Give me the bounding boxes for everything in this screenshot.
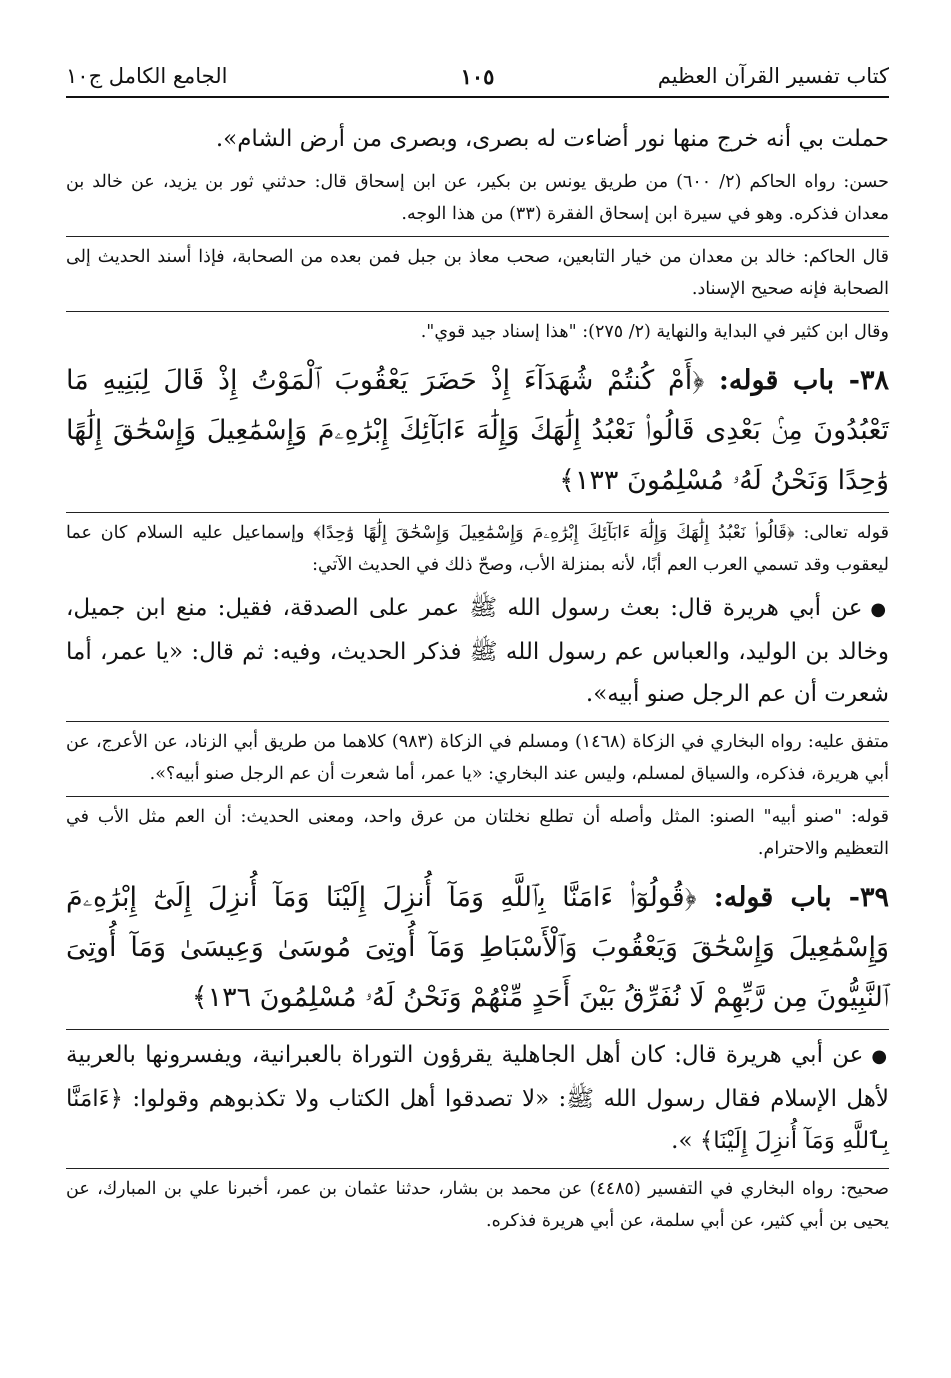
running-header [66,58,889,98]
footnote-sinw-abihi: قوله: "صنو أبيه" الصنو: المثل وأصله أن تطلع نخلتان من عرق واحد، ومعنى الحديث: أن العم مثل الأب في التعظيم والاحترام. [66,796,889,865]
footnote-ibn-kathir: وقال ابن كثير في البداية والنهاية (٢/ ٢٧٥): "هذا إسناد جيد قوي". [66,311,889,348]
chapter-39-verse: ﴿قُولُوٓا۟ ءَامَنَّا بِٱللَّهِ وَمَآ أُنزِلَ إِلَيْنَا وَمَآ أُنزِلَ إِلَىٰٓ إِبْرَٰهِۦمَ وَإِسْمَٰعِيلَ وَإِسْحَٰقَ وَيَعْقُوبَ وَٱلْأَسْبَاطِ وَمَآ أُوتِىَ مُوسَىٰ وَعِيسَىٰ وَمَآ أُوتِىَ ٱلنَّبِيُّونَ مِن رَّبِّهِمْ لَا نُفَرِّقُ بَيْنَ أَحَدٍ مِّنْهُمْ وَنَحْنُ لَهُۥ مُسْلِمُونَ ١٣٦﴾ [66,882,889,1013]
hadith-continuation: حملت بي أنه خرج منها نور أضاءت له بصرى، وبصرى من أرض الشام». [215,126,889,152]
hadith-text: عن أبي هريرة قال: بعث رسول الله ﷺ عمر على الصدقة، فقيل: منع ابن جميل، وخالد بن الوليد، والعباس عم رسول الله ﷺ فذكر الحديث، وفيه: ثم قال: «يا عمر، أما شعرت أن عم الرجل صنو أبيه». [66,595,889,707]
chapter-39-label: ٣٩- باب قوله: [713,882,889,913]
commentary-verse-38: قوله تعالى: ﴿قَالُوا۟ نَعْبُدُ إِلَٰهَكَ وَإِلَٰهَ ءَابَآئِكَ إِبْرَٰهِۦمَ وَإِسْمَٰعِيلَ وَإِسْحَٰقَ إِلَٰهًا وَٰحِدًا﴾ وإسماعيل عليه السلام كان عما ليعقوب وقد تسمي العرب العم أبًا، لأنه بمنزلة الأب، وصحّ ذلك في الحديث الآتي: [66,512,889,581]
bullet-icon: ● [871,1046,889,1067]
hadith-abu-hurayra-1 [66,587,889,715]
footnote-sahih: صحيح: رواه البخاري في التفسير (٤٤٨٥) عن محمد بن بشار، حدثنا عثمان بن عمر، أخبرنا علي بن المبارك، عن يحيى بن أبي كثير، عن أبي سلمة، عن أبي هريرة فذكره. [66,1168,889,1237]
bullet-icon: ● [870,599,889,620]
footnote-hasan: حسن: رواه الحاكم (٢/ ٦٠٠) من طريق يونس بن بكير، عن ابن إسحاق قال: حدثني ثور بن يزيد، عن خالد بن معدان فذكره. وهو في سيرة ابن إسحاق الفقرة (٣٣) من هذا الوجه. [66,172,889,224]
chapter-39-heading [66,873,889,1023]
chapter-38-heading [66,356,889,506]
page-number: ١٠٥ [460,64,495,89]
hadith-text: عن أبي هريرة قال: كان أهل الجاهلية يقرؤون التوراة بالعبرانية، ويفسرونها بالعربية لأهل الإسلام فقال رسول الله ﷺ: «لا تصدقوا أهل الكتاب ولا تكذبوهم وقولوا: ﴿ءَامَنَّا بِٱللَّهِ وَمَآ أُنزِلَ إِلَيْنَا﴾ ». [66,1042,889,1154]
volume-label: الجامع الكامل ج١٠ [66,64,228,88]
chapter-38-label: ٣٨- باب قوله: [718,365,889,396]
chapter-38-verse: ﴿أَمْ كُنتُمْ شُهَدَآءَ إِذْ حَضَرَ يَعْقُوبَ ٱلْمَوْتُ إِذْ قَالَ لِبَنِيهِ مَا تَعْبُدُونَ مِنۢ بَعْدِى قَالُوا۟ نَعْبُدُ إِلَٰهَكَ وَإِلَٰهَ ءَابَآئِكَ إِبْرَٰهِۦمَ وَإِسْمَٰعِيلَ وَإِسْحَٰقَ إِلَٰهًا وَٰحِدًا وَنَحْنُ لَهُۥ مُسْلِمُونَ ١٣٣﴾ [66,365,889,496]
hadith-abu-hurayra-2 [66,1029,889,1162]
footnote-hakim: قال الحاكم: خالد بن معدان من خيار التابعين، صحب معاذ بن جبل فمن بعده من الصحابة، فإذا أسند الحديث إلى الصحابة فإنه صحيح الإسناد. [66,236,889,305]
footnote-muttafaq: متفق عليه: رواه البخاري في الزكاة (١٤٦٨) ومسلم في الزكاة (٩٨٣) كلاهما من طريق أبي الزناد، عن الأعرج، عن أبي هريرة، فذكره، والسياق لمسلم، وليس عند البخاري: «يا عمر، أما شعرت أن عم الرجل صنو أبيه؟». [66,721,889,790]
book-title: كتاب تفسير القرآن العظيم [657,64,889,88]
